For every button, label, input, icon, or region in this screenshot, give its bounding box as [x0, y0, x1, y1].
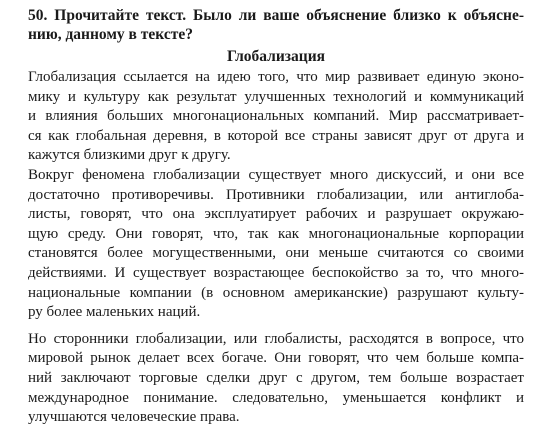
text-line: ся как глобальная деревня, в которой все страны зависят друг от друга и [28, 127, 524, 144]
text-line: кажутся близкими друг к другу. [28, 147, 231, 164]
text-line: ний заключают торговые сделки друг с другом, тем больше возрастает [28, 369, 524, 386]
text-line: листы, говорят, что она эксплуатирует рабочих и разрушает окружаю- [28, 206, 524, 223]
textbook-page [28, 6, 524, 428]
text-line: достаточно противоречивы. Противники глобализации, или антиглоба- [28, 186, 524, 203]
instruction-line: нию, данному в тексте? [28, 26, 193, 43]
text-line: ру более маленьких наций. [28, 304, 201, 321]
text-line: и влияния больших многонациональных компаний. Мир рассматривает- [28, 108, 524, 125]
text-line: становятся более могущественными, они меньше считаются со своими [28, 245, 524, 262]
paragraph-2 [28, 166, 524, 323]
text-line: национальные компании (в основном американские) разрушают культу- [28, 284, 524, 301]
text-line: международное понимание. следовательно, уменьшается конфликт и [28, 389, 524, 406]
article-body [28, 68, 524, 428]
text-line: улучшаются человеческие права. [28, 409, 240, 426]
text-line: мику и культуру как результат улучшенных технологий и коммуникаций [28, 88, 524, 105]
paragraph-3 [28, 330, 524, 428]
text-line: Глобализация ссылается на идею того, что мир развивает единую эконо- [28, 69, 524, 85]
exercise-instruction [28, 6, 524, 44]
text-line: Вокруг феномена глобализации существует много дискуссий, и они все [28, 166, 524, 183]
text-line: Но сторонники глобализации, или глобалисты, расходятся в вопросе, что [28, 330, 524, 347]
instruction-line: 50. Прочитайте текст. Было ли ваше объяснение близко к объясне- [28, 7, 524, 24]
paragraph-1 [28, 68, 524, 166]
text-line: мировой рынок делает всех богаче. Они говорят, что чем больше компа- [28, 350, 524, 367]
text-title: Глобализация [226, 48, 326, 65]
text-line: щую среду. Они говорят, что, так как многонациональные корпорации [28, 225, 524, 242]
text-line: действиями. И существует возрастающее беспокойство за то, что много- [28, 264, 524, 281]
